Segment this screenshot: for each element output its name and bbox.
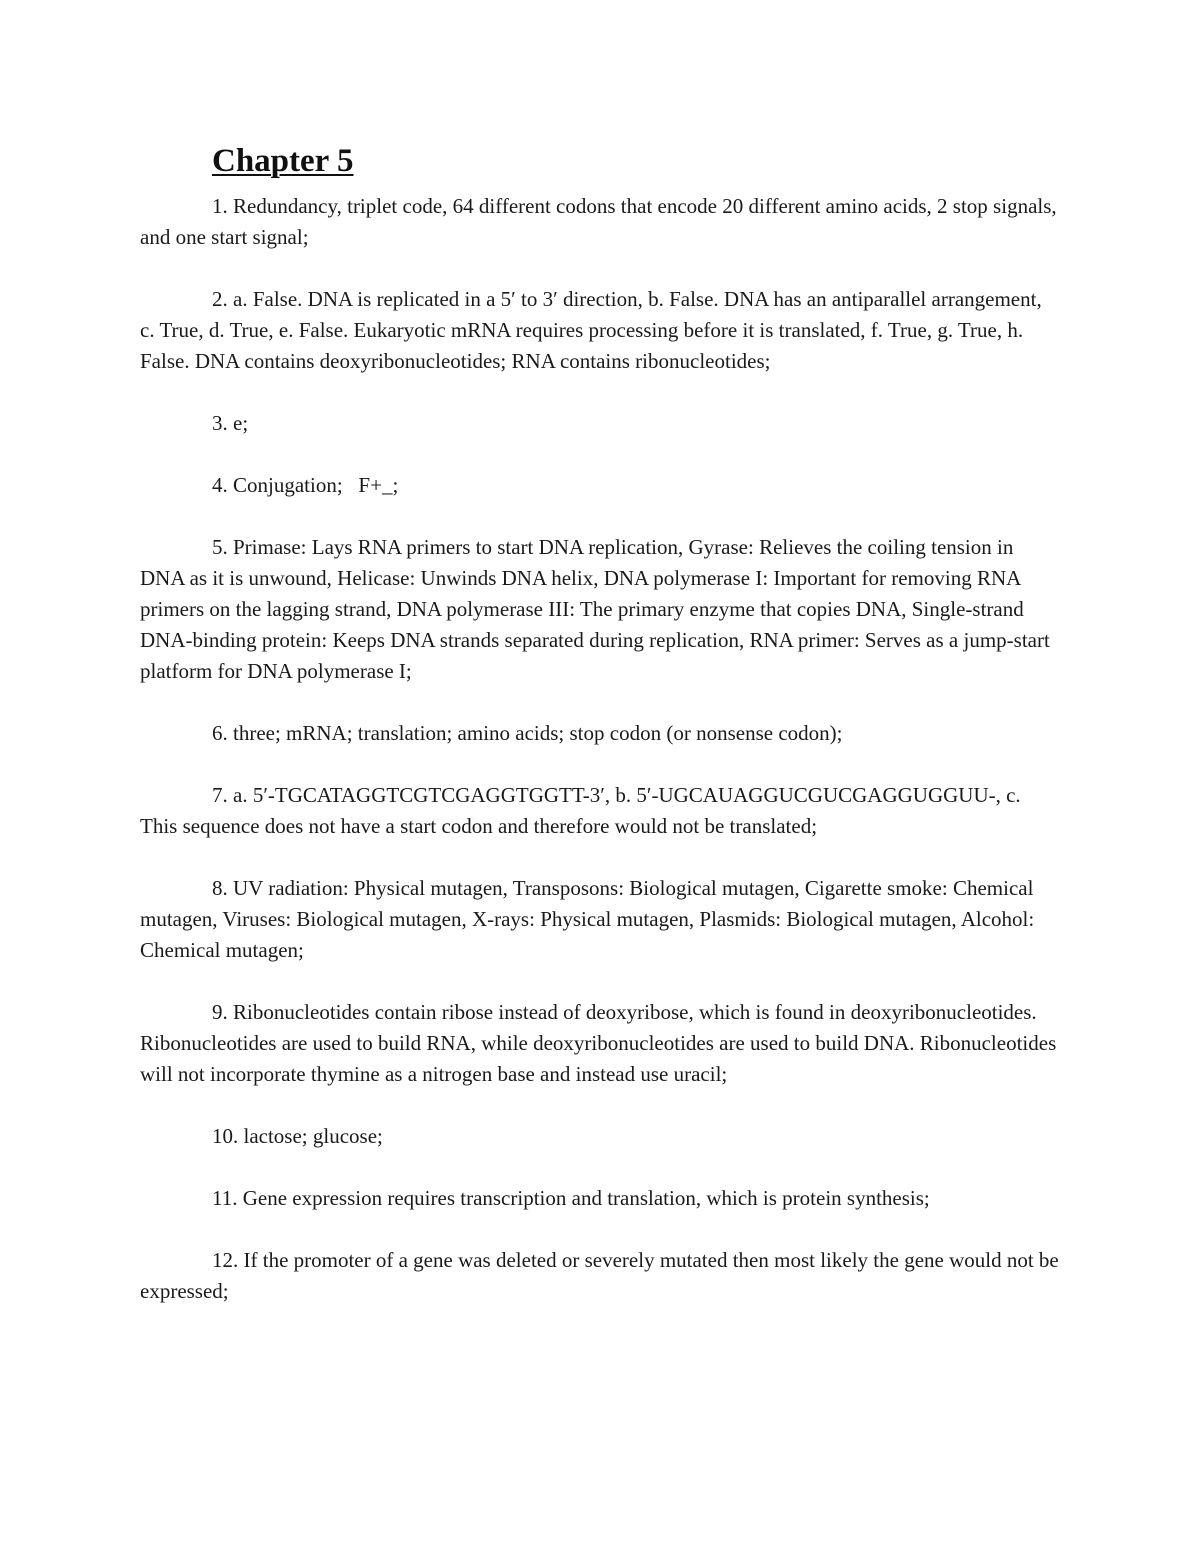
answer-item-11 — [140, 1183, 1060, 1214]
answer-number: 12. — [212, 1248, 239, 1272]
answer-item-6 — [140, 718, 1060, 749]
answer-item-2 — [140, 284, 1060, 377]
answer-item-8 — [140, 873, 1060, 966]
answer-number: 8. — [212, 876, 228, 900]
answer-number: 1. — [212, 194, 228, 218]
answer-item-3 — [140, 408, 1060, 439]
answer-number: 3. — [212, 411, 228, 435]
answer-number: 2. — [212, 287, 228, 311]
answer-item-5 — [140, 532, 1060, 687]
document-body — [140, 140, 1060, 1338]
answer-text: Gene expression requires transcription and translation, which is protein synthesis; — [242, 1186, 930, 1210]
answer-text: e; — [233, 411, 249, 435]
answer-item-1 — [140, 191, 1060, 253]
answer-text: Redundancy, triplet code, 64 different codons that encode 20 different amino acids, 2 stop signals, and one start signal; — [140, 194, 1057, 249]
answer-text: If the promoter of a gene was deleted or severely mutated then most likely the gene would not be expressed; — [140, 1248, 1059, 1303]
answer-item-7 — [140, 780, 1060, 842]
answer-number: 4. — [212, 473, 228, 497]
answer-item-12 — [140, 1245, 1060, 1307]
answer-item-10 — [140, 1121, 1060, 1152]
answer-number: 5. — [212, 535, 228, 559]
answer-text: UV radiation: Physical mutagen, Transposons: Biological mutagen, Cigarette smoke: Chemical mutagen, Viruses: Biological mutagen, X-rays: Physical mutagen, Plasmids: Biological mutagen, Alcohol: Chemical mutagen; — [140, 876, 1035, 962]
answer-text: Primase: Lays RNA primers to start DNA replication, Gyrase: Relieves the coiling tension in DNA as it is unwound, Helicase: Unwinds DNA helix, DNA polymerase I: Important for removing RNA primers on the lagging strand, DNA polymerase III: The primary enzyme that copies DNA, Single-strand DNA-binding protein: Keeps DNA strands separated during replication, RNA primer: Serves as a jump-start platform for DNA polymerase I; — [140, 535, 1050, 683]
answer-item-9 — [140, 997, 1060, 1090]
chapter-title: Chapter 5 — [212, 143, 354, 179]
answer-text: Conjugation; F+_; — [233, 473, 399, 497]
answer-item-4 — [140, 470, 1060, 501]
answer-number: 9. — [212, 1000, 228, 1024]
answer-text: a. False. DNA is replicated in a 5′ to 3′ direction, b. False. DNA has an antiparallel arrangement, c. True, d. True, e. False. Eukaryotic mRNA requires processing before it is translated, f. True, g. True, h. False. DNA contains deoxyribonucleotides; RNA contains ribonucleotides; — [140, 287, 1042, 373]
answer-number: 7. — [212, 783, 228, 807]
answer-text: three; mRNA; translation; amino acids; stop codon (or nonsense codon); — [233, 721, 843, 745]
answer-number: 10. — [212, 1124, 239, 1148]
answer-text: lactose; glucose; — [243, 1124, 383, 1148]
answer-text: a. 5′-TGCATAGGTCGTCGAGGTGGTT-3′, b. 5′-UGCAUAGGUCGUCGAGGUGGUU-, c. This sequence does not have a start codon and therefore would not be translated; — [140, 783, 1021, 838]
answer-number: 11. — [212, 1186, 238, 1210]
answer-text: Ribonucleotides contain ribose instead of deoxyribose, which is found in deoxyribonucleotides. Ribonucleotides are used to build RNA, while deoxyribonucleotides are used to build DNA. Ribonucleotides will not incorporate thymine as a nitrogen base and instead use uracil; — [140, 1000, 1057, 1086]
answer-number: 6. — [212, 721, 228, 745]
